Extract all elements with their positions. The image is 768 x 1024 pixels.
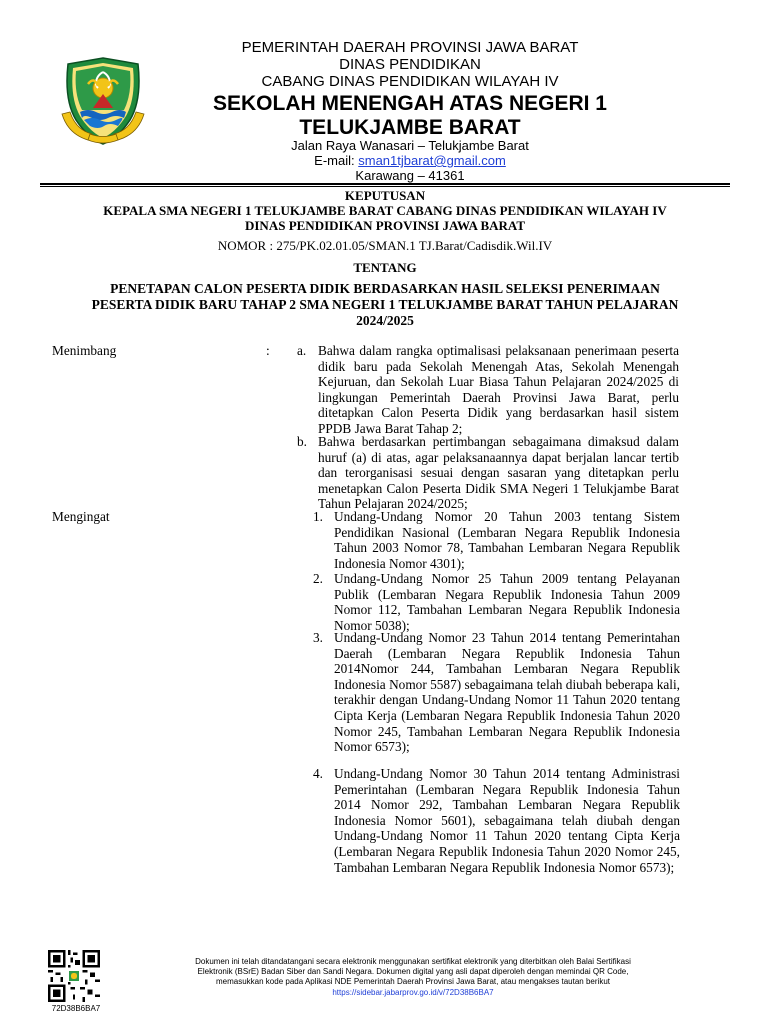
e-signature-line3: memasukkan kode pada Aplikasi NDE Pemerintah Daerah Provinsi Jawa Barat, atau mengakses tautan berikut [216,977,610,987]
decree-issuer-line1: KEPALA SMA NEGERI 1 TELUKJAMBE BARAT CABANG DINAS PENDIDIKAN WILAYAH IV [103,203,667,218]
menimbang-item-b: Bahwa berdasarkan pertimbangan sebagaimana dimaksud dalam huruf (a) di atas, agar pelaksanaannya dapat berjalan lancar tertib dan terorganisasi sesuai dengan sasaran yang ditetapkan perlu menetapkan Calon Peserta Didik SMA Negeri 1 Telukjambe Barat Tahun Pelajaran 2024/2025; [318,434,679,512]
mengingat-item-2: Undang-Undang Nomor 25 Tahun 2009 tentang Pelayanan Publik (Lembaran Negara Republik Indonesia Tahun 2009 Nomor 112, Tambahan Lembaran Negara Republik Indonesia Nomor 5038); [334,571,680,633]
verification-qr-code[interactable] [48,950,100,1002]
email-link[interactable]: sman1tjbarat@gmail.com [358,153,506,168]
mengingat-item-4: Undang-Undang Nomor 30 Tahun 2014 tentang Administrasi Pemerintahan (Lembaran Negara Republik Indonesia Tahun 2014 Nomor 292, Tambahan Lembaran Negara Republik Indonesia Nomor 5601), sebagaimana telah diubah dengan Undang-Undang Nomor 11 Tahun 2020 tentang Cipta Kerja (Lembaran Negara Republik Indonesia Tahun 2020 Nomor 245, Tambahan Lembaran Negara Republik Indonesia Nomor 6573); [334,766,680,875]
menimbang-marker-b: b. [297,434,307,449]
e-signature-line2: Elektronik (BSrE) Badan Siber dan Sandi Negara. Dokumen digital yang asli dapat diperoleh dengan memindai QR Code, [197,967,629,977]
menimbang-marker-a: a. [297,343,307,358]
school-name-line1: SEKOLAH MENENGAH ATAS NEGERI 1 [213,92,607,115]
school-email-line [150,153,670,169]
school-address: Jalan Raya Wanasari – Telukjambe Barat [291,138,529,153]
decree-subject-line3: 2024/2025 [356,313,414,328]
decree-tentang: TENTANG [353,260,417,275]
decree-issuer-line2: DINAS PENDIDIKAN PROVINSI JAWA BARAT [244,218,526,233]
letterhead-divider-thin [40,186,730,187]
menimbang-label: Menimbang [52,343,117,358]
letterhead-divider [40,183,730,185]
school-name-line2: TELUKJAMBE BARAT [299,116,521,139]
mengingat-marker-4: 4. [313,766,323,781]
header-branch: CABANG DINAS PENDIDIKAN WILAYAH IV [261,73,559,90]
mengingat-item-3: Undang-Undang Nomor 23 Tahun 2014 tentang Pemerintahan Daerah (Lembaran Negara Republik Indonesia Tahun 2014Nomor 244, Tambahan Lembaran Negara Republik Indonesia Nomor 5587) sebagaimana telah diubah beberapa kali, terakhir dengan Undang-Undang Nomor 11 Tahun 2020 tentang Cipta Kerja (Lembaran Negara Republik Indonesia Tahun 2020 Nomor 245, Tambahan Lembaran Negara Republik Indonesia Nomor 6573); [334,630,680,755]
mengingat-label: Mengingat [52,509,110,524]
e-signature-notice [128,957,698,998]
menimbang-item-a: Bahwa dalam rangka optimalisasi pelaksanaan penerimaan peserta didik baru pada Sekolah Menengah Atas, Sekolah Menengah Kejuruan, dan Sekolah Luar Biasa Tahun Pelajaran 2024/2025 di lingkungan Pemerintah Daerah Provinsi Jawa Barat, perlu ditetapkan Calon Peserta Didik yang berdasarkan hasil sistem PPDB Jawa Barat Tahap 2; [318,343,679,436]
jawa-barat-emblem-logo [58,54,148,146]
decree-number: NOMOR : 275/PK.02.01.05/SMAN.1 TJ.Barat/Cadisdik.Wil.IV [217,238,553,253]
mengingat-item-1: Undang-Undang Nomor 20 Tahun 2003 tentang Sistem Pendidikan Nasional (Lembaran Negara Republik Indonesia Tahun 2003 Nomor 78, Tambahan Lembaran Negara Republik Indonesia Nomor 4301); [334,509,680,571]
mengingat-marker-2: 2. [313,571,323,586]
school-city: Karawang – 41361 [355,168,465,183]
menimbang-colon: : [266,343,270,358]
header-department: DINAS PENDIDIKAN [339,56,481,73]
verification-code: 72D38B6BA7 [51,1004,101,1013]
decree-heading: KEPUTUSAN [344,188,426,203]
verification-link[interactable]: https://sidebar.jabarprov.go.id/v/72D38B6BA7 [332,987,494,997]
decree-subject-line2: PESERTA DIDIK BARU TAHAP 2 SMA NEGERI 1 TELUKJAMBE BARAT TAHUN PELAJARAN [91,297,679,312]
e-signature-line1: Dokumen ini telah ditandatangani secara elektronik menggunakan sertifikat elektronik yang diterbitkan oleh Balai Sertifikasi [195,957,631,966]
email-label: E-mail: [314,153,359,168]
mengingat-marker-3: 3. [313,630,323,645]
header-government: PEMERINTAH DAERAH PROVINSI JAWA BARAT [241,39,579,56]
mengingat-marker-1: 1. [313,509,323,524]
decree-subject-line1: PENETAPAN CALON PESERTA DIDIK BERDASARKAN HASIL SELEKSI PENERIMAAN [110,281,660,296]
